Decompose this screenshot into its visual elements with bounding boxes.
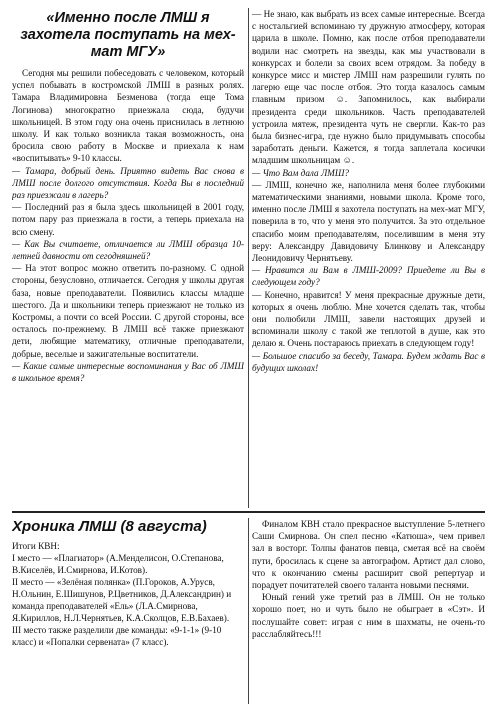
interview-paragraph: — На этот вопрос можно ответить по-разному. С одной стороны, безусловно, отличается. Сегодня у школы другая база, новые преподаватели. Появились классы младше шестого. Да и школьники теперь приезжают не только из Костромы, а почти со всей России. С другой стороны, все осталось по-прежнему. В ЛМШ всё также приезжают дети, любящие математику, отличные преподаватели, добрые, веселые и зажигательные воспитатели. [12,263,244,359]
interview-paragraph: — Конечно, нравится! У меня прекрасные дружные дети, которых я очень люблю. Мне хочется сделать так, чтобы они полюбили ЛМШ, завели настоящих друзей и вспоминали школу с такой же теплотой в душе, как это делаю я. Очень постараюсь приехать в следующем году! [252,289,485,349]
column-divider [248,8,249,508]
interview-paragraph: — ЛМШ, конечно же, наполнила меня более глубокими математическими знаниями, новыми школа. Кроме того, именно после ЛМШ я захотела поступать на мех-мат МГУ, поверила в то, что у меня это получится. За это отдельное спасибо моим преподавателям, поселившим в меня эту веру: Александру Давидовичу Блинкову и Александру Леонидовичу Чернятьеву. [252,179,485,264]
chronicle-body [252,518,485,640]
chronicle-right-column [252,518,485,704]
interview-question: — Большое спасибо за беседу, Тамара. Будем ждать Вас в будущих школах! [252,350,485,373]
chronicle-paragraph: Юный гений уже третий раз в ЛМШ. Он не только хорошо поет, но и чуть было не обыграет в «Сэт». И послушайте совет: играя с ним в шахматы, не очень-то расслабляйтесь!!! [252,592,485,639]
interview-right-body [252,8,485,374]
chronicle-title: Хроника ЛМШ (8 августа) [12,518,207,535]
kvn-result-line: III место также разделили две команды: «9-1-1» (9-10 класс) и «Попалки сервената» (7 класс). [12,625,222,647]
article-title: «Именно после ЛМШ я захотела поступать на мех-мат МГУ» [20,10,236,60]
interview-left-body [12,67,244,384]
kvn-result-line: II место — «Зелёная полянка» (П.Гороков, А.Урусв, Н.Ольнин, Е.Шишунов, Р.Цветников, Д.Александрин) и команда преподавателей «Ель» (Л.А.Смирнова, Я.Кириллов, Н.Л.Чернятьев, К.А.Сколцов, Е.В.Бахаев). [12,577,232,623]
interview-question: — Какие самые интересные воспоминания у Вас об ЛМШ в школьное время? [12,360,244,384]
interview-left-column [12,8,244,508]
interview-question: — Что Вам дала ЛМШ? [252,167,349,178]
interview-paragraph: — Не знаю, как выбрать из всех самые интересные. Всегда с ностальгией вспоминаю ту дружную атмосферу, которая царила в школе. Помню, как после отбоя преподаватели водили нас смотреть на звезды, как мы участвовали в конкурсах и болели за своих всем отрядом. За победу в конкурсе мисс и мистер ЛМШ нам разрешили гулять по лагерю еще час после отбоя. Это тогда казалось самым главным призом ☺. Запомнилось, как выбирали президента среди школьников. Часть преподавателей устроила мятеж, президента чуть не свергли. Как-то раз была бизнес-игра, где нужно было придумывать способы заработать деньги. Кажется, я тогда заплетала косички младшим школьницам ☺. [252,9,485,166]
kvn-result-line: I место — «Плагиатор» (А.Менделисон, О.Степанова, В.Киселёв, И.Смирнова, И.Котов). [12,553,224,575]
interview-question: — Нравится ли Вам в ЛМШ-2009? Приедете ли Вы в следующем году? [252,265,485,288]
chronicle-left-column [12,518,244,704]
chronicle-paragraph: Финалом КВН стало прекрасное выступление 5-летнего Саши Смирнова. Он спел песню «Катюша», чем привел зал в восторг. Толпы фанатов певца, сметая всё на своём пути, бросилась к сцене за автографом. Артист дал слово, что к окончанию смены расширит свой репертуар и порадует почитателей своего таланта новыми песнями. [252,519,485,591]
interview-paragraph: — Последний раз я была здесь школьницей в 2001 году, потом пару раз приезжала в гости, а теперь приехала на всю смену. [12,202,244,237]
column-divider [248,518,249,704]
kvn-result-line: Итоги КВН: [12,541,60,551]
kvn-results [12,540,244,648]
section-divider [12,511,485,513]
interview-question: — Как Вы считаете, отличается ли ЛМШ образца 10-летней давности от сегодняшней? [12,238,244,262]
interview-right-column [252,8,485,508]
interview-question: — Тамара, добрый день. Приятно видеть Вас снова в ЛМШ после долгого отсутствия. Когда Вы в последний раз приезжали в лагерь? [12,165,244,201]
interview-paragraph: Сегодня мы решили побеседовать с человеком, который успел побывать в костромской ЛМШ в разных ролях. Тамара Владимировна Безменова (тогда еще Тома Логинова) многократно приезжала сюда, будучи школьницей. В этом году она очень приснилась в летнюю школу. И как только возникла такая возможность, она бросила свою работу в Москве и приехала к нам «воспитывать» 9-10 классы. [12,68,244,164]
newspaper-page [12,8,485,704]
